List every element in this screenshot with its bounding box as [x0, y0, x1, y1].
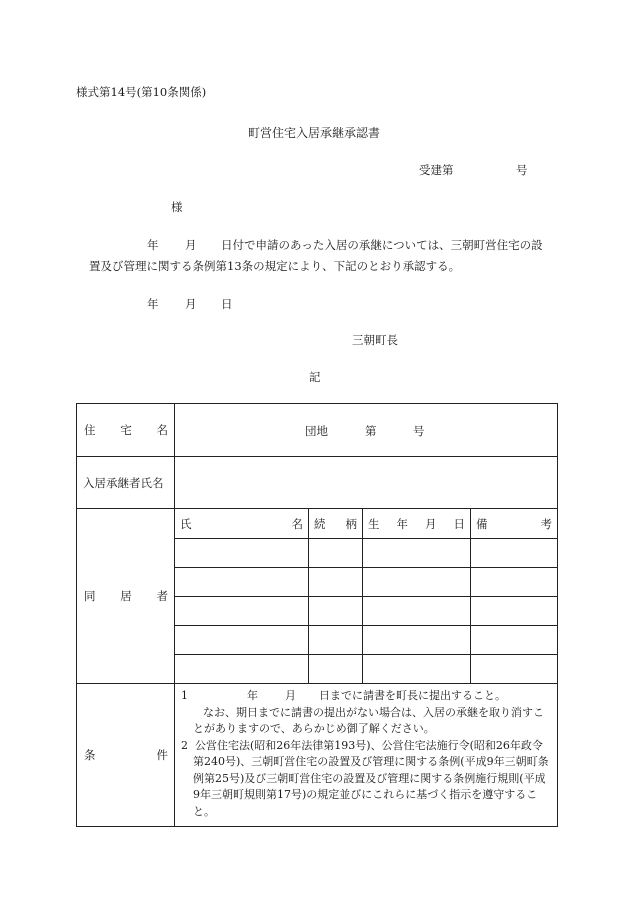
successor-name-value[interactable]: [175, 457, 558, 509]
header-relation: 続 柄: [309, 509, 363, 539]
approval-table: [76, 403, 558, 827]
header-name: 氏 名: [175, 509, 309, 539]
cohabitant-relation-cell[interactable]: [309, 655, 363, 684]
cohabitant-relation-cell[interactable]: [309, 626, 363, 655]
cohabitant-remarks-cell[interactable]: [471, 568, 558, 597]
successor-name-label: 入居承継者氏名: [77, 457, 175, 509]
body-month: 月: [185, 238, 197, 252]
cohabitant-remarks-cell[interactable]: [471, 655, 558, 684]
cohabitant-birth-cell[interactable]: [363, 626, 471, 655]
body-line2: 置及び管理に関する条例第13条の規定により、下記のとおり承認する。: [89, 259, 461, 273]
cohabitant-birth-cell[interactable]: [363, 539, 471, 568]
cohabitant-relation-cell[interactable]: [309, 597, 363, 626]
body-line1: 日付で申請のあった入居の承継については、三朝町営住宅の設: [221, 238, 543, 252]
receipt-suffix: 号: [516, 163, 528, 177]
date-day: 日: [221, 297, 233, 311]
receipt-prefix: 受建第: [419, 163, 454, 177]
cohabitant-relation-cell[interactable]: [309, 568, 363, 597]
cohabitant-name-cell[interactable]: [175, 539, 309, 568]
cohabitant-birth-cell[interactable]: [363, 568, 471, 597]
issuer: 三朝町長: [352, 333, 398, 347]
cohabitant-label: 同 居 者: [77, 509, 175, 684]
cohabitant-remarks-cell[interactable]: [471, 597, 558, 626]
house-name-value[interactable]: 団地 第 号: [175, 404, 558, 457]
cohabitant-name-cell[interactable]: [175, 597, 309, 626]
cohabitant-birth-cell[interactable]: [363, 655, 471, 684]
header-birthdate: 生 年 月 日: [363, 509, 471, 539]
house-name-label: 住 宅 名: [77, 404, 175, 457]
cohabitant-name-cell[interactable]: [175, 568, 309, 597]
cohabitant-remarks-cell[interactable]: [471, 626, 558, 655]
addressee-suffix: 様: [171, 200, 183, 214]
conditions-text: 1 年 月 日までに請書を町長に提出すること。 なお、期日までに請書の提出がない場合は、入居の承継を取り消すことがありますので、あらかじめ御了解ください。 2 公営住宅法(昭和26年法律第193号)、公営住宅法施行令(昭和26年政令第240号)、三朝町営住宅の設置及び管理に関する条例(平成9年三朝町条例第25号)及び三朝町営住宅の設置及び管理に関する条例施行規則(平成9年三朝町規則第17号)の規定並びにこれらに基づく指示を遵守すること。: [175, 684, 558, 827]
cohabitant-remarks-cell[interactable]: [471, 539, 558, 568]
cohabitant-name-cell[interactable]: [175, 626, 309, 655]
ki-label: 記: [309, 370, 321, 384]
cohabitant-relation-cell[interactable]: [309, 539, 363, 568]
header-remarks: 備 考: [471, 509, 558, 539]
document-title: 町営住宅入居承継承認書: [248, 126, 381, 140]
date-year: 年: [147, 297, 159, 311]
conditions-label: 条 件: [77, 684, 175, 827]
cohabitant-birth-cell[interactable]: [363, 597, 471, 626]
form-number: 様式第14号(第10条関係): [76, 85, 207, 99]
body-year: 年: [147, 238, 159, 252]
cohabitant-name-cell[interactable]: [175, 655, 309, 684]
date-month: 月: [185, 297, 197, 311]
